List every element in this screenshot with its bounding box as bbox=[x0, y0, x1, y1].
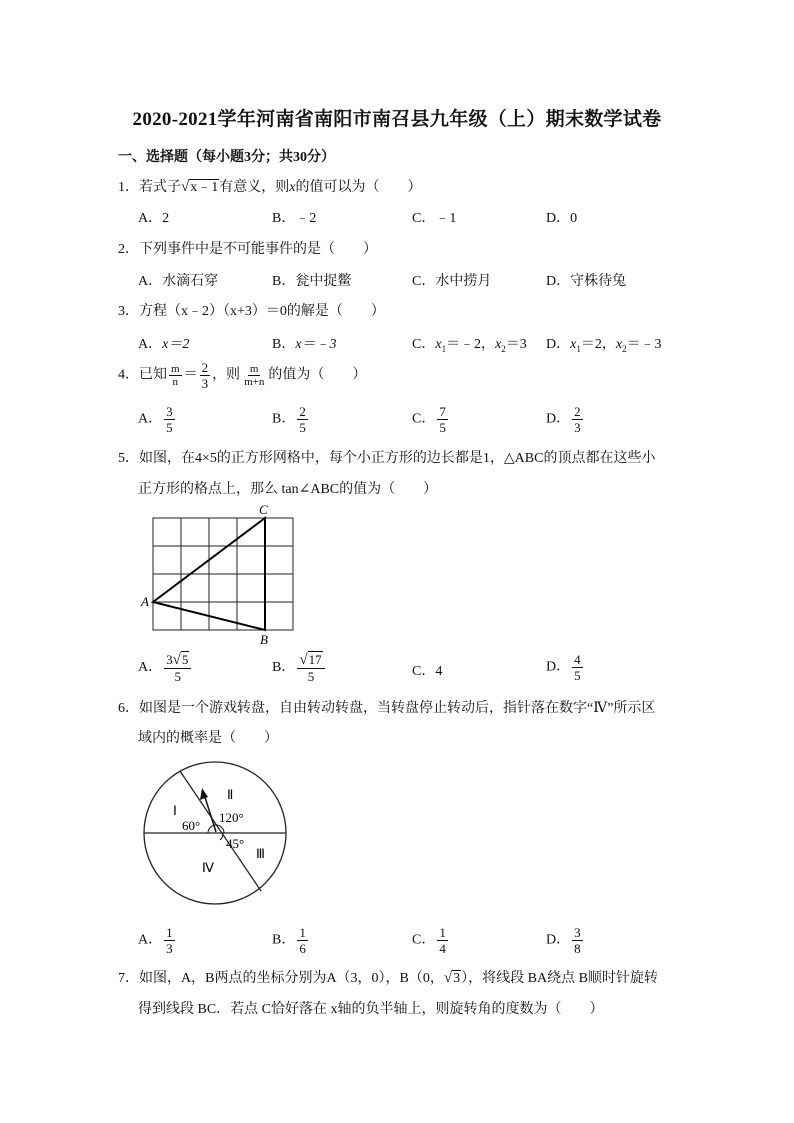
option-fraction bbox=[297, 652, 324, 684]
option-fraction bbox=[164, 652, 191, 684]
option-label: D． bbox=[546, 411, 571, 427]
frac-den: 6 bbox=[299, 941, 306, 956]
q6-option-b bbox=[272, 925, 310, 956]
pointer-arrow-icon bbox=[200, 788, 208, 800]
question-6-line1: 6．如图是一个游戏转盘，自由转动转盘，当转盘停止转动后，指针落在数字“Ⅳ”所示区 bbox=[118, 701, 656, 716]
q3-b-label: B． bbox=[272, 337, 296, 352]
q1-text-post: 有意义，则 bbox=[219, 180, 290, 195]
q1-text-post2: 的值可以为（ ） bbox=[295, 180, 422, 195]
frac-den: 5 bbox=[574, 668, 581, 683]
frac-num: m bbox=[171, 363, 180, 375]
option-fraction bbox=[297, 404, 308, 435]
sqrt-sign: √ bbox=[443, 970, 453, 986]
region-label-3: Ⅲ bbox=[256, 846, 265, 861]
option-value: 4 bbox=[435, 664, 443, 679]
sqrt-sign: √ bbox=[299, 652, 308, 668]
frac-num: 2 bbox=[201, 360, 209, 375]
q1-option-c: C．﹣1 bbox=[412, 211, 457, 226]
option-fraction bbox=[572, 404, 583, 435]
q3-pre: 3．方程（ bbox=[118, 304, 181, 319]
q7-post: ），将线段 BA绕点 B顺时针旋转 bbox=[461, 971, 658, 986]
frac-den: m+n bbox=[244, 376, 265, 388]
page-title: 2020-2021学年河南省南阳市南召县九年级（上）期末数学试卷 bbox=[132, 109, 662, 130]
option-label: D． bbox=[546, 932, 571, 948]
question-5-line1: 5．如图，在4×5的正方形网格中，每个小正方形的边长都是1，△ABC的顶点都在这些小 bbox=[118, 451, 656, 466]
q1-option-a: A．2 bbox=[138, 211, 170, 226]
q3-d-sub1: 1 bbox=[576, 343, 581, 354]
question-1 bbox=[118, 176, 421, 196]
q5-option-d bbox=[546, 652, 585, 683]
q3-option-c bbox=[412, 333, 527, 354]
frac-den: 3 bbox=[574, 420, 581, 435]
question-2: 2．下列事件中是不可能事件的是（ ） bbox=[118, 242, 377, 257]
frac-num: 2 bbox=[574, 404, 581, 419]
q4-option-d bbox=[546, 404, 585, 435]
frac-den: 8 bbox=[574, 941, 581, 956]
question-7-line2: 得到线段 BC．若点 C恰好落在 x轴的负半轴上，则旋转角的度数为（ ） bbox=[138, 1002, 604, 1017]
region-label-1: Ⅰ bbox=[173, 803, 177, 818]
angle-label-60: 60° bbox=[182, 818, 201, 833]
option-label: B． bbox=[272, 932, 296, 948]
frac-den: 5 bbox=[166, 420, 173, 435]
q5-grid-figure bbox=[138, 502, 308, 648]
section-heading: 一、选择题（每小题3分；共30分） bbox=[118, 150, 335, 165]
frac-den: 3 bbox=[166, 941, 173, 956]
frac-num bbox=[297, 652, 324, 669]
coef: 3 bbox=[166, 652, 173, 667]
question-5-line2: 正方形的格点上，那么 tan∠ABC的值为（ ） bbox=[138, 482, 438, 497]
angle-arc-45 bbox=[220, 833, 223, 840]
radicand: 5 bbox=[181, 652, 189, 667]
frac-num: 1 bbox=[299, 925, 306, 940]
q4-mid: ，则 bbox=[212, 367, 241, 383]
q4-frac-m-mn bbox=[242, 363, 266, 388]
option-fraction bbox=[164, 925, 175, 956]
q6-option-a bbox=[138, 925, 177, 956]
q3-option-d bbox=[546, 333, 662, 354]
q6-option-c bbox=[412, 925, 450, 956]
frac-num: 2 bbox=[299, 404, 306, 419]
q6-spinner-figure bbox=[140, 760, 290, 910]
frac-den: 5 bbox=[299, 420, 306, 435]
q2-option-b: B．瓮中捉鳖 bbox=[272, 274, 352, 289]
q1-option-d: D．0 bbox=[546, 211, 578, 226]
label-b: B bbox=[260, 632, 268, 647]
frac-num bbox=[164, 652, 191, 669]
q1-option-b: B．﹣2 bbox=[272, 211, 317, 226]
q5-option-a bbox=[138, 652, 193, 684]
pointer-shaft bbox=[204, 794, 216, 832]
q4-post: 的值为（ ） bbox=[268, 367, 367, 383]
q3-d-sub2: 2 bbox=[622, 343, 627, 354]
option-fraction bbox=[437, 925, 448, 956]
q5-option-c bbox=[412, 660, 442, 680]
q4-option-c bbox=[412, 404, 450, 435]
q4-eq: ＝ bbox=[183, 367, 198, 383]
option-fraction bbox=[164, 404, 175, 435]
frac-den: n bbox=[172, 376, 179, 388]
frac-num: m bbox=[249, 363, 259, 375]
frac-num: 4 bbox=[574, 652, 581, 667]
q3-option-b bbox=[272, 333, 337, 353]
q3-d-x1: x bbox=[570, 337, 577, 352]
option-fraction bbox=[572, 652, 583, 683]
option-label: B． bbox=[272, 660, 296, 676]
frac-num: 3 bbox=[574, 925, 581, 940]
q3-text: x﹣2）（x+3）＝0的解是（ ） bbox=[181, 304, 385, 319]
frac-den: 3 bbox=[201, 376, 209, 391]
frac-num: 1 bbox=[166, 925, 173, 940]
q2-option-c: C．水中捞月 bbox=[412, 274, 492, 289]
q3-option-a bbox=[138, 333, 189, 353]
grid-lines bbox=[153, 518, 293, 630]
q3-c-end: ＝3 bbox=[505, 337, 527, 352]
option-fraction bbox=[437, 404, 448, 435]
radicand: 17 bbox=[308, 652, 322, 667]
q1-radicand: x﹣1 bbox=[190, 180, 219, 195]
option-label: B． bbox=[272, 411, 296, 427]
frac-den: 4 bbox=[439, 941, 446, 956]
option-label: C． bbox=[412, 411, 436, 427]
q3-d-end: ＝﹣3 bbox=[626, 337, 662, 352]
q4-option-a bbox=[138, 404, 177, 435]
q3-c-x2: x bbox=[495, 337, 502, 352]
option-label: A． bbox=[138, 932, 163, 948]
q3-c-mid: ＝﹣2， bbox=[446, 337, 496, 352]
q3-d-label: D． bbox=[546, 337, 571, 352]
question-4 bbox=[118, 360, 366, 391]
q2-option-d: D．守株待兔 bbox=[546, 274, 627, 289]
question-6-line2: 域内的概率是（ ） bbox=[138, 731, 278, 746]
q3-d-x2: x bbox=[615, 337, 623, 352]
q1-var: x bbox=[289, 180, 296, 195]
q7-pre: 7．如图，A，B两点的坐标分别为A（3，0），B（0， bbox=[118, 971, 444, 986]
option-label: C． bbox=[412, 932, 436, 948]
q5-option-b bbox=[272, 652, 327, 684]
frac-num: 1 bbox=[439, 925, 446, 940]
angle-label-45: 45° bbox=[226, 836, 245, 851]
q3-c-label: C． bbox=[412, 337, 436, 352]
q6-option-d bbox=[546, 925, 585, 956]
frac-num: 7 bbox=[439, 404, 446, 419]
q3-c-x1: x bbox=[435, 337, 442, 352]
sqrt-sign: √ bbox=[181, 179, 190, 195]
q3-c-sub2: 2 bbox=[501, 343, 506, 354]
question-3 bbox=[118, 300, 385, 320]
label-c: C bbox=[259, 502, 268, 517]
region-label-2: Ⅱ bbox=[227, 787, 234, 802]
angle-label-120: 120° bbox=[219, 810, 244, 825]
q3-d-mid: ＝2， bbox=[580, 337, 616, 352]
frac-num: 3 bbox=[166, 404, 173, 419]
q4-option-b bbox=[272, 404, 310, 435]
option-label: C． bbox=[412, 664, 436, 679]
question-7-line1 bbox=[118, 967, 658, 987]
q4-frac-2-3 bbox=[200, 360, 211, 391]
q2-option-a: A．水滴石穿 bbox=[138, 274, 219, 289]
q1-text-pre: 1．若式子 bbox=[118, 180, 181, 195]
q3-a-value: x＝2 bbox=[162, 337, 190, 352]
frac-den: 5 bbox=[307, 669, 315, 684]
q3-b-value: x＝﹣3 bbox=[295, 337, 337, 352]
region-label-4: Ⅳ bbox=[202, 860, 214, 875]
frac-den: 5 bbox=[439, 420, 446, 435]
q4-pre: 4．已知 bbox=[118, 367, 167, 383]
option-fraction bbox=[297, 925, 308, 956]
sqrt-sign: √ bbox=[172, 652, 181, 668]
q3-a-label: A． bbox=[138, 337, 163, 352]
q7-radicand: 3 bbox=[453, 971, 461, 986]
frac-den: 5 bbox=[174, 669, 181, 684]
option-fraction bbox=[572, 925, 583, 956]
label-a: A bbox=[141, 594, 149, 609]
option-label: A． bbox=[138, 411, 163, 427]
q3-c-sub1: 1 bbox=[441, 343, 447, 354]
option-label: A． bbox=[138, 660, 163, 676]
option-label: D． bbox=[546, 659, 571, 675]
q4-frac-m-n bbox=[169, 363, 182, 388]
